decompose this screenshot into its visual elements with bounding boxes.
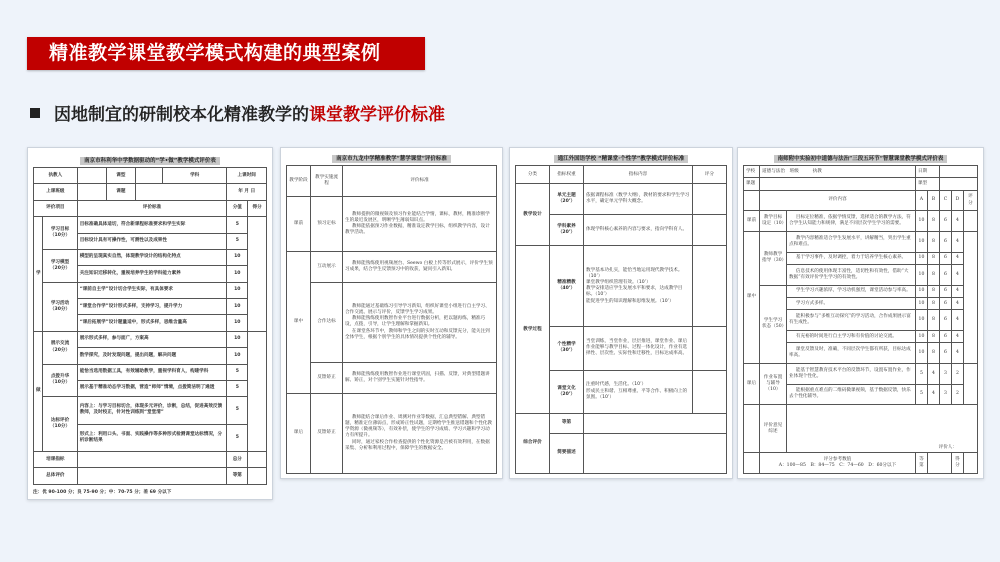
table-cell: 体现学科核心素养的内容与要求，指向学科育人。 bbox=[584, 215, 693, 246]
table-cell bbox=[787, 343, 916, 364]
table-cell bbox=[43, 364, 77, 397]
cell-text: 达标评价 bbox=[50, 417, 70, 423]
evaluation-form-tongjiang bbox=[509, 147, 733, 479]
cell-text: 点拨升华 bbox=[50, 374, 70, 380]
table-cell: 10 bbox=[915, 252, 927, 264]
table-cell: 评分 bbox=[693, 166, 727, 184]
cell-text: （30分） bbox=[49, 306, 71, 312]
cell-text: 通江外国语学校 “精课堂·个性学”教学模式评价标准 bbox=[554, 155, 689, 163]
bullet-highlight: 课堂教学评价标准 bbox=[309, 105, 445, 125]
table-cell: 总分 bbox=[227, 452, 248, 468]
table-cell: 4 bbox=[951, 285, 963, 297]
table-cell: 评分 bbox=[963, 190, 977, 211]
table-cell: “课堂合作学”设计形式多样，支持学习，提升学力 bbox=[77, 299, 227, 315]
cell-text: 能促进学生的知识理解和思维发展。（10’） bbox=[586, 298, 674, 304]
table-cell: 分值 bbox=[227, 200, 248, 216]
table-cell: 教学目标设定（10） bbox=[760, 211, 787, 232]
table-cell: 6 bbox=[939, 211, 951, 232]
table-cell bbox=[963, 364, 977, 405]
table-cell: “课后拓展学”设计题量适中，形式多样，思维含量高 bbox=[77, 315, 227, 331]
evaluation-table bbox=[515, 165, 727, 474]
table-cell: 指标内容 bbox=[584, 166, 693, 184]
table-cell: 学生学习状态（50） bbox=[760, 285, 787, 363]
evaluation-table bbox=[33, 167, 267, 485]
table-cell: 5 bbox=[227, 217, 248, 233]
cell-text: 教师能熟练使用数智作业进行课堂巩固，扫描、反馈，对典型错题讲解、矫正，对个别学生实施针对性指导。 bbox=[345, 371, 490, 383]
table-cell: 课前 bbox=[287, 196, 311, 251]
cell-text: 学习目标 bbox=[50, 226, 70, 232]
table-cell: 教学阶段 bbox=[287, 166, 311, 197]
table-cell: 10 bbox=[915, 211, 927, 232]
cell-text: 能积极参与“多维互动探究”的学习活动，合作成果展示富有生成性。 bbox=[789, 313, 911, 326]
table-cell: 5 bbox=[227, 233, 248, 249]
table-cell bbox=[787, 331, 916, 343]
table-cell: 10 bbox=[915, 310, 927, 331]
table-cell: 10 bbox=[915, 265, 927, 286]
cell-text: （20分） bbox=[49, 265, 71, 271]
table-cell: 8 bbox=[927, 310, 939, 331]
square-bullet-icon bbox=[30, 108, 40, 118]
table-cell bbox=[343, 252, 497, 283]
table-cell: 日期 bbox=[915, 166, 939, 178]
table-cell bbox=[43, 331, 77, 364]
table-cell: 能恰当选用数据工具，有效辅助教学，重视学科育人，构建学科 bbox=[77, 364, 227, 380]
table-cell: 10 bbox=[915, 343, 927, 364]
table-cell bbox=[77, 184, 106, 200]
table-cell: 5 bbox=[915, 384, 927, 405]
cell-text: 信息技术的使用体现丰富性，适切性和有效性，借助“大数据”有效评价学生学习的有效性。 bbox=[789, 268, 909, 280]
table-cell: 展示基于精准动态学习数据，营造“师师”情境，点拨简洁明了通透 bbox=[77, 380, 227, 396]
cell-text: A：100—85 B：84—75 C：74—60 D：60分以下 bbox=[778, 463, 897, 469]
table-cell bbox=[693, 370, 727, 413]
table-cell bbox=[43, 249, 77, 282]
table-cell: 教师教学指导（30） bbox=[760, 232, 787, 286]
table-cell: 课前 bbox=[744, 211, 760, 232]
table-cell: 学科 bbox=[162, 168, 226, 184]
cell-text: 教师能依据预习作业数据，精准设定教学目标，组织教学内容，设计教学活动。 bbox=[345, 223, 490, 236]
evaluation-table bbox=[286, 165, 497, 474]
table-cell bbox=[744, 405, 760, 453]
table-cell: 10 bbox=[227, 282, 248, 298]
cell-text: 教师能熟练使用数智作业平台进行数据分析，把以题再练，精准巧设，点拨，引导，让学生理解和掌握新知。 bbox=[345, 316, 486, 328]
cell-text: 在课堂各环节中，教师和学生之间的实时互动和反馈充分，能关注到全体学生，根据个别学生的具体情况提供个性化的辅导。 bbox=[345, 328, 490, 340]
table-cell: 8 bbox=[927, 211, 939, 232]
table-cell: 反馈矫正 bbox=[311, 393, 343, 473]
cell-text: 课堂反馈及时，准确，不同层次学生都有所获，目标达成率高。 bbox=[789, 346, 911, 359]
table-cell: “课前自主学”设计切合学生实际，有具体要求 bbox=[77, 282, 227, 298]
cell-text: 同时，通过家校合作检查提供的个性化资源是否被有效利用，在数据采集、分析和利用过程中，保障学生的数据安全。 bbox=[345, 439, 490, 451]
table-cell: 5 bbox=[227, 424, 248, 451]
cell-text: 形成民主和谐、互相尊重、平等合作、积极向上的氛围。（10’） bbox=[586, 388, 688, 400]
table-cell: 评价标准 bbox=[77, 200, 227, 216]
table-cell: 得分 bbox=[248, 200, 267, 216]
table-cell: 评价人： bbox=[787, 405, 978, 453]
cell-text: 个性精学 bbox=[557, 342, 576, 348]
table-cell bbox=[343, 363, 497, 394]
table-cell bbox=[135, 168, 162, 184]
cell-text: 执教 bbox=[812, 168, 822, 174]
cell-text: 有充裕的时间进行自主学习和有价值的讨论交流。 bbox=[795, 333, 897, 339]
table-cell bbox=[787, 252, 916, 264]
table-cell: 10 bbox=[227, 249, 248, 265]
table-cell: 2 bbox=[951, 384, 963, 405]
table-cell: 作业布置与辅导（10） bbox=[760, 364, 787, 405]
table-cell: 6 bbox=[939, 343, 951, 364]
table-cell: 培课指标 bbox=[34, 452, 78, 468]
table-cell: 8 bbox=[927, 343, 939, 364]
table-cell bbox=[43, 282, 77, 331]
table-cell: 8 bbox=[927, 331, 939, 343]
table-cell: 执教人 bbox=[34, 168, 78, 184]
table-cell: 3 bbox=[939, 364, 951, 385]
table-cell: 5 bbox=[227, 397, 248, 424]
table-cell: 做 bbox=[34, 331, 43, 451]
table-cell: 分类 bbox=[516, 166, 550, 184]
table-cell: 4 bbox=[927, 364, 939, 385]
cell-text: 数学基本功扎实，能恰当地运用现代教学技术。（10’） bbox=[586, 267, 683, 279]
table-cell bbox=[135, 184, 227, 200]
table-cell: 等第 bbox=[227, 468, 248, 485]
cell-text: 学习活动 bbox=[50, 300, 70, 306]
table-cell: 10 bbox=[227, 315, 248, 331]
table-cell: 数学探究，及时发现问题，提出问题，解决问题 bbox=[77, 348, 227, 364]
cell-text: 教师能熟练使用视频展台、Seewo 白板上传等形式展示，评价学生预习成果，结合学生反馈预习中的收获，疑问引入新知。 bbox=[345, 260, 493, 273]
cell-text: 能根据重点难点的二维码微课视频，基于数据反馈，快乐去个性化辅导。 bbox=[789, 388, 911, 400]
table-cell: 教学实施流程 bbox=[311, 166, 343, 197]
slide-title: 精准教学课堂教学模式构建的典型案例 bbox=[27, 37, 425, 70]
table-cell bbox=[787, 265, 916, 286]
table-cell: 10 bbox=[227, 331, 248, 347]
bullet-text: 因地制宜的研制校本化精准教学的 bbox=[54, 105, 309, 125]
cell-text: 学习方式多样。 bbox=[795, 300, 829, 306]
table-cell: 4 bbox=[951, 310, 963, 331]
bullet-heading bbox=[30, 100, 445, 125]
cell-text: （10分） bbox=[49, 233, 71, 238]
table-cell bbox=[343, 393, 497, 473]
table-cell bbox=[760, 166, 916, 178]
table-cell: 4 bbox=[951, 211, 963, 232]
table-cell: 10 bbox=[915, 232, 927, 253]
table-cell bbox=[77, 468, 227, 485]
table-cell: 3 bbox=[939, 384, 951, 405]
cell-text: （20’） bbox=[557, 230, 576, 236]
table-cell: 互动展示 bbox=[311, 252, 343, 283]
table-cell: 教学设计 bbox=[516, 184, 550, 246]
table-cell: 10 bbox=[915, 331, 927, 343]
table-cell bbox=[760, 178, 916, 190]
table-cell: 模型的呈现真实自然，体现教学设计的结构化特点 bbox=[77, 249, 227, 265]
cell-text: 教师能通过基础练习引导学习新知，组织好课堂小组进行自主学习、合作交流、展示与评价，反馈学生学习成果。 bbox=[345, 303, 490, 316]
table-cell: 4 bbox=[951, 343, 963, 364]
table-cell bbox=[693, 246, 727, 327]
table-cell bbox=[550, 215, 584, 246]
table-cell bbox=[77, 168, 106, 184]
cell-text: （40’） bbox=[557, 286, 576, 292]
table-cell: 8 bbox=[927, 232, 939, 253]
table-cell: 评价项目 bbox=[34, 200, 78, 216]
table-cell: 总体评价 bbox=[34, 468, 78, 485]
cell-text: 评分参考数值 bbox=[823, 456, 852, 462]
cell-text: （10分） bbox=[49, 424, 71, 430]
cell-text: 注重时代感，生活化。（10’） bbox=[586, 382, 647, 388]
table-cell: 8 bbox=[927, 252, 939, 264]
table-cell: 课后 bbox=[287, 393, 311, 473]
table-cell: 8 bbox=[927, 265, 939, 286]
cell-text: （20’） bbox=[557, 199, 576, 205]
cell-text: 学科素养 bbox=[557, 224, 576, 230]
table-cell bbox=[787, 232, 916, 253]
table-cell: A bbox=[915, 190, 927, 211]
evaluation-form-nanshi bbox=[737, 147, 984, 479]
table-cell: 课题 bbox=[106, 184, 135, 200]
table-cell: 4 bbox=[951, 265, 963, 286]
table-cell: 当堂训练，当堂作业，层层推进，课堂作业、课后作业能够与教学目标、过程一体化设计，作业有选择性、层次性、实际性和迁移性，目标达成率高。 bbox=[584, 327, 693, 370]
cell-text: 南京市九龙中学精准教学“慧学课堂”评价标准 bbox=[332, 155, 451, 163]
table-cell: 依据课程标准（数学大纲），教材的要求和学生学习水平，确定单元学科大概念。 bbox=[584, 184, 693, 215]
table-cell bbox=[584, 246, 693, 327]
table-cell: 课后 bbox=[744, 364, 760, 405]
table-cell: 5 bbox=[227, 364, 248, 380]
grading-note: 注：优 90-100 分；良 75-90 分；中：70-75 分；差 69 分以下 bbox=[33, 490, 172, 495]
table-cell: 6 bbox=[939, 252, 951, 264]
table-cell: 评价内容 bbox=[760, 190, 916, 211]
table-cell: 课中 bbox=[744, 232, 760, 364]
table-cell: 10 bbox=[227, 266, 248, 282]
table-cell bbox=[693, 327, 727, 370]
table-cell: 10 bbox=[227, 299, 248, 315]
table-cell bbox=[550, 184, 584, 215]
table-cell: 上课班级 bbox=[34, 184, 78, 200]
table-cell bbox=[248, 452, 267, 468]
table-cell: 学 bbox=[34, 217, 43, 332]
cell-text: 教学内容精准适合学生发展水平，讲解精当，突出学生重点和难点。 bbox=[789, 235, 911, 247]
table-cell: 评价标准 bbox=[343, 166, 497, 197]
cell-text: 道德与法治 bbox=[762, 168, 785, 174]
doc-title bbox=[33, 154, 267, 167]
table-cell: 4 bbox=[951, 252, 963, 264]
cell-text: 基于学习事件，及时调控，着力于培养学生核心素养。 bbox=[795, 255, 907, 261]
table-cell bbox=[584, 414, 727, 434]
table-cell bbox=[43, 397, 77, 452]
doc-title bbox=[743, 152, 978, 165]
table-cell bbox=[787, 310, 916, 331]
table-cell bbox=[43, 217, 77, 250]
evaluation-table bbox=[743, 165, 978, 474]
table-cell bbox=[248, 468, 267, 485]
table-cell: 10 bbox=[227, 348, 248, 364]
cell-text: 课堂教学组织管理有效。（10’） bbox=[586, 280, 651, 286]
table-cell: 6 bbox=[939, 285, 951, 297]
table-cell bbox=[248, 217, 267, 332]
table-cell: 综合评价 bbox=[516, 414, 550, 474]
cell-text: 能基于智慧教育技术平台的反馈环节，设置布置作业，作业体现个性化。 bbox=[789, 367, 911, 379]
table-cell: 年 月 日 bbox=[227, 184, 267, 200]
table-cell bbox=[963, 453, 977, 474]
cell-text: 学习模型 bbox=[50, 259, 70, 265]
table-cell bbox=[787, 211, 916, 232]
table-cell: 教学过程 bbox=[516, 246, 550, 414]
table-cell: 8 bbox=[927, 298, 939, 310]
table-cell bbox=[963, 211, 977, 232]
cell-text: 目标定位精准，依据学情反馈，选择适合的教学方法，符合学生认知能力和规律，满足不同层次学生学习的需要。 bbox=[789, 214, 911, 227]
table-cell bbox=[584, 370, 693, 413]
table-cell bbox=[939, 178, 977, 190]
table-cell: 预习定标 bbox=[311, 196, 343, 251]
table-cell: 目标设计具有可操作性，可测性以及成果性 bbox=[77, 233, 227, 249]
cell-text: 单元主题 bbox=[557, 193, 576, 199]
table-cell bbox=[787, 364, 916, 385]
table-cell: 学校 bbox=[744, 166, 760, 178]
table-cell: 课题 bbox=[744, 178, 760, 190]
table-cell: 展示形式多样，参与面广，方案高 bbox=[77, 331, 227, 347]
table-cell: 指标权重 bbox=[550, 166, 584, 184]
table-cell bbox=[550, 370, 584, 413]
table-cell: B bbox=[927, 190, 939, 211]
table-cell: 5 bbox=[915, 364, 927, 385]
table-cell bbox=[787, 285, 916, 297]
cell-text: 课堂文化 bbox=[557, 385, 576, 391]
cell-text: 展示交流 bbox=[50, 341, 70, 347]
table-cell: 目标准确具体适切，符合新课程标准要求和学生实际 bbox=[77, 217, 227, 233]
table-cell bbox=[693, 215, 727, 246]
cell-text: 班级 bbox=[789, 168, 799, 174]
doc-title bbox=[286, 152, 497, 165]
table-cell: 4 bbox=[927, 384, 939, 405]
table-cell: 形式上：利用口头、书面、实践操作等多种形式检测课堂达标情况，分析诊断结果 bbox=[77, 424, 227, 451]
cell-text: 教师能结合课后作业、周测对作业等数据，汇总典型错解、典型错题，精准定位薄弱点，形成矫正性试题，定期给学生推送错题和个性化教学资源（微视频等），有效补偿，使学生的学习成绩、学习兴趣和学习动力有所提升。 bbox=[345, 414, 493, 439]
table-cell bbox=[760, 453, 916, 474]
cell-text: 南京市科利华中学数据驱动的“学•做”教学模式评价表 bbox=[80, 157, 220, 165]
table-cell: 等第 bbox=[550, 414, 584, 434]
table-cell: 6 bbox=[939, 310, 951, 331]
table-cell: 10 bbox=[915, 298, 927, 310]
table-cell: 得分 bbox=[951, 453, 963, 474]
table-cell: 4 bbox=[951, 298, 963, 310]
table-cell: 课型 bbox=[915, 178, 939, 190]
table-cell bbox=[248, 331, 267, 451]
table-cell: 反馈矫正 bbox=[311, 363, 343, 394]
evaluation-form-jiulong bbox=[280, 147, 503, 479]
table-cell bbox=[550, 246, 584, 327]
cell-text: 南师附中实验初中道德与法治“三段五环节”智慧课堂教学模式评价表 bbox=[774, 155, 948, 163]
table-cell: 简要描述 bbox=[550, 434, 584, 474]
table-cell: 6 bbox=[939, 232, 951, 253]
table-cell: 内容上：与学习目标切合，体现多元评价，诊断，总结，促进高效反馈教师，及时校正，针对性训练到“堂堂清” bbox=[77, 397, 227, 424]
table-cell bbox=[963, 232, 977, 364]
table-cell: 2 bbox=[951, 364, 963, 385]
table-cell bbox=[693, 184, 727, 215]
table-cell: 5 bbox=[227, 380, 248, 396]
table-cell bbox=[787, 384, 916, 405]
table-cell bbox=[584, 434, 727, 474]
table-cell bbox=[343, 282, 497, 362]
evaluation-form-kelihua bbox=[27, 147, 273, 500]
table-cell: 4 bbox=[951, 232, 963, 253]
table-cell bbox=[343, 196, 497, 251]
cell-text: （30’） bbox=[557, 348, 576, 354]
cell-text: 学生学习兴趣浓厚，学习动机强烈，课堂活动参与率高。 bbox=[795, 288, 911, 294]
table-cell: D bbox=[951, 190, 963, 211]
table-cell: C bbox=[939, 190, 951, 211]
table-cell: 课中 bbox=[287, 252, 311, 394]
table-cell: 等第 bbox=[915, 453, 927, 474]
table-cell bbox=[744, 453, 760, 474]
cell-text: （20’） bbox=[557, 391, 576, 397]
table-cell bbox=[939, 166, 977, 178]
table-cell bbox=[787, 298, 916, 310]
table-cell: 关注知识迁移转化，重视培养学生的学科能力素养 bbox=[77, 266, 227, 282]
table-cell bbox=[550, 327, 584, 370]
table-cell: 上课时间 bbox=[227, 168, 267, 184]
table-cell: 评价意见综述 bbox=[760, 405, 787, 453]
table-cell: 课型 bbox=[106, 168, 135, 184]
table-cell: 6 bbox=[939, 298, 951, 310]
table-cell: 合作达标 bbox=[311, 282, 343, 362]
cell-text: 教学安排适应学生发展水平和要求，达成教学目标。（10’） bbox=[586, 286, 683, 298]
table-cell: 6 bbox=[939, 331, 951, 343]
table-cell bbox=[744, 190, 760, 211]
table-cell: 4 bbox=[951, 331, 963, 343]
cell-text: （20分） bbox=[49, 347, 71, 353]
doc-title bbox=[515, 152, 727, 165]
table-cell bbox=[927, 453, 951, 474]
table-cell: 8 bbox=[927, 285, 939, 297]
cell-text: （10分） bbox=[49, 380, 71, 386]
cell-text: 精准精教 bbox=[557, 280, 576, 286]
table-cell: 10 bbox=[915, 285, 927, 297]
cell-text: 教师提供的微视频及预习作业能结合学情，课标，教材，精准诊断学生的最近发展区，明晰学生薄弱知识点。 bbox=[345, 211, 490, 223]
table-cell: 6 bbox=[939, 265, 951, 286]
table-cell bbox=[77, 452, 227, 468]
